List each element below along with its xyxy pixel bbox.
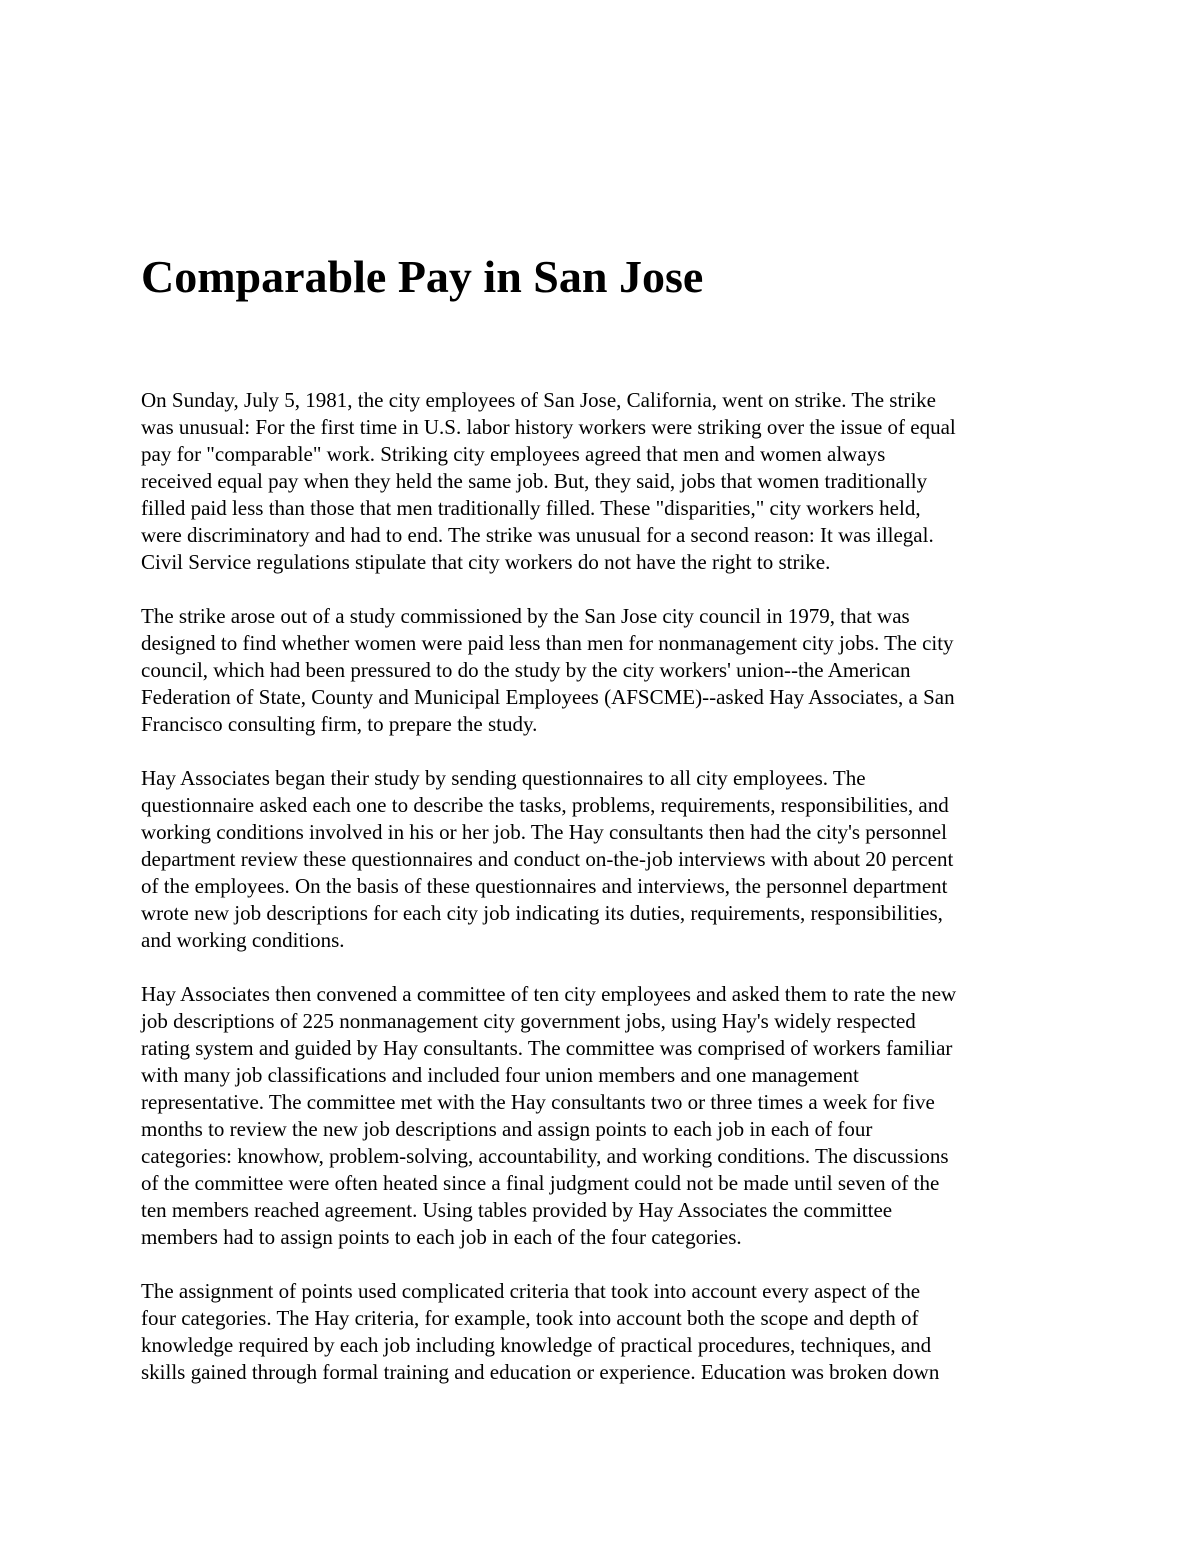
text-line: job descriptions of 225 nonmanagement city government jobs, using Hay's widely respected — [141, 1009, 916, 1033]
paragraph-4 — [141, 981, 1071, 1251]
text-line: Federation of State, County and Municipal Employees (AFSCME)--asked Hay Associates, a San — [141, 685, 955, 709]
paragraph-5 — [141, 1278, 1071, 1386]
paragraph-1 — [141, 387, 1071, 576]
text-line: Civil Service regulations stipulate that city workers do not have the right to strike. — [141, 550, 831, 574]
text-line: categories: knowhow, problem-solving, accountability, and working conditions. The discussions — [141, 1144, 949, 1168]
page-title: Comparable Pay in San Jose — [141, 251, 704, 302]
text-line: working conditions involved in his or her job. The Hay consultants then had the city's personnel — [141, 820, 947, 844]
text-line: On Sunday, July 5, 1981, the city employees of San Jose, California, went on strike. The strike — [141, 388, 936, 412]
text-line: Hay Associates began their study by sending questionnaires to all city employees. The — [141, 766, 866, 790]
text-line: The strike arose out of a study commissioned by the San Jose city council in 1979, that was — [141, 604, 910, 628]
text-line: rating system and guided by Hay consultants. The committee was comprised of workers familiar — [141, 1036, 953, 1060]
text-line: months to review the new job descriptions and assign points to each job in each of four — [141, 1117, 873, 1141]
text-line: Francisco consulting firm, to prepare the study. — [141, 712, 538, 736]
text-line: ten members reached agreement. Using tables provided by Hay Associates the committee — [141, 1198, 893, 1222]
text-line: knowledge required by each job including knowledge of practical procedures, techniques, and — [141, 1333, 932, 1357]
text-line: four categories. The Hay criteria, for example, took into account both the scope and depth of — [141, 1306, 919, 1330]
text-line: department review these questionnaires and conduct on-the-job interviews with about 20 percent — [141, 847, 954, 871]
text-line: and working conditions. — [141, 928, 345, 952]
text-line: council, which had been pressured to do the study by the city workers' union--the American — [141, 658, 911, 682]
text-line: with many job classifications and included four union members and one management — [141, 1063, 859, 1087]
text-line: skills gained through formal training and education or experience. Education was broken down — [141, 1360, 940, 1384]
text-line: of the committee were often heated since a final judgment could not be made until seven of the — [141, 1171, 940, 1195]
text-line: wrote new job descriptions for each city job indicating its duties, requirements, responsibilities, — [141, 901, 943, 925]
text-line: The assignment of points used complicated criteria that took into account every aspect of the — [141, 1279, 921, 1303]
text-line: questionnaire asked each one to describe the tasks, problems, requirements, responsibilities, and — [141, 793, 949, 817]
text-line: representative. The committee met with the Hay consultants two or three times a week for five — [141, 1090, 935, 1114]
text-line: was unusual: For the first time in U.S. labor history workers were striking over the issue of equal — [141, 415, 956, 439]
paragraph-2 — [141, 603, 1071, 738]
text-line: Hay Associates then convened a committee of ten city employees and asked them to rate the new — [141, 982, 957, 1006]
text-line: pay for "comparable" work. Striking city employees agreed that men and women always — [141, 442, 886, 466]
text-line: received equal pay when they held the same job. But, they said, jobs that women traditionally — [141, 469, 928, 493]
text-line: were discriminatory and had to end. The strike was unusual for a second reason: It was illegal. — [141, 523, 934, 547]
text-line: of the employees. On the basis of these questionnaires and interviews, the personnel department — [141, 874, 948, 898]
text-line: members had to assign points to each job in each of the four categories. — [141, 1225, 742, 1249]
text-line: filled paid less than those that men traditionally filled. These "disparities," city workers held, — [141, 496, 921, 520]
paragraph-3 — [141, 765, 1071, 954]
document-body — [141, 387, 1071, 1413]
text-line: designed to find whether women were paid less than men for nonmanagement city jobs. The city — [141, 631, 954, 655]
